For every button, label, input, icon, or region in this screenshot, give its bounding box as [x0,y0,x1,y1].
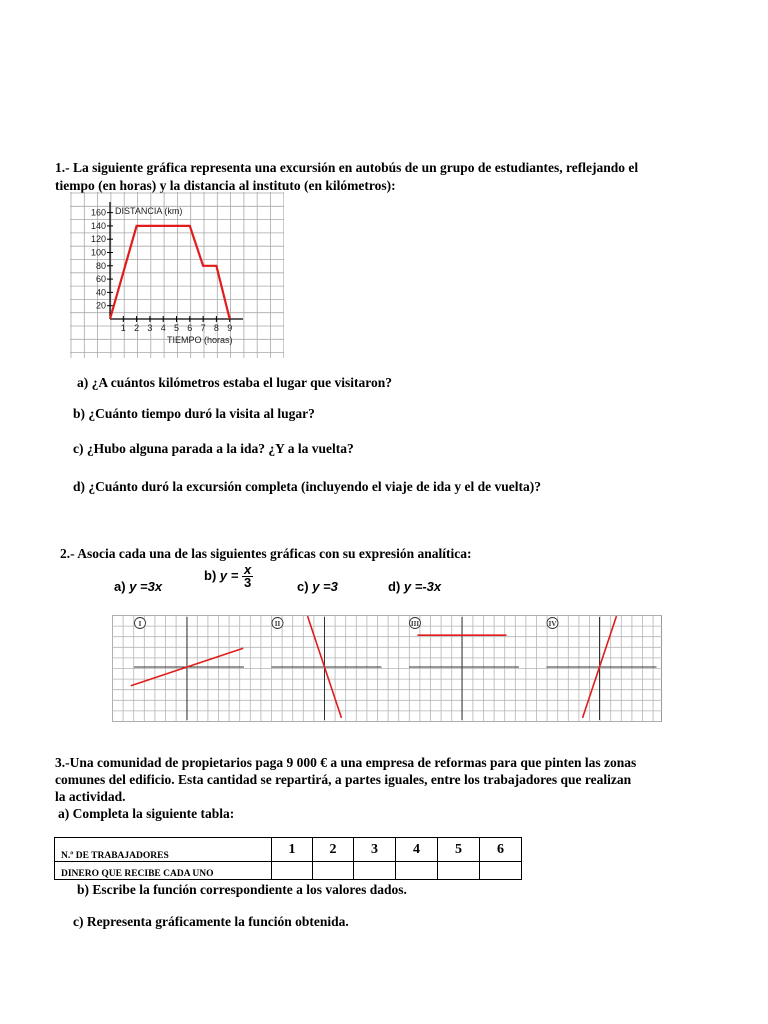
y-tick-label: 40 [95,287,106,298]
table-cell: 3 [354,838,396,862]
x-tick-label: 1 [120,323,126,333]
y-tick-label: 20 [95,300,106,311]
table-cell-input[interactable] [480,862,522,880]
q3-question-a: a) Completa la siguiente tabla: [58,806,235,821]
x-tick-label: 8 [213,323,219,333]
table-cell: 4 [396,838,438,862]
workers-table [54,837,522,880]
expression-a [114,579,162,594]
q1-question-c: c) ¿Hubo alguna parada a la ida? ¿Y a la vuelta? [73,441,354,456]
q3-statement-line3: la actividad. [55,789,126,804]
y-axis-label: DISTANCIA (km) [115,206,183,216]
expression-d [388,579,441,594]
x-tick-label: 3 [147,323,153,333]
table-cell-input[interactable] [438,862,480,880]
expression-a-formula: y =3x [129,579,163,594]
q1-question-d: d) ¿Cuánto duró la excursión completa (incluyendo el viaje de ida y el de vuelta)? [73,479,541,494]
expression-b [204,564,253,589]
table-row [55,862,522,880]
expression-b-denominator: 3 [243,575,252,590]
function-graphs-panel [112,615,662,722]
expression-c [297,579,338,594]
table-cell-input[interactable] [313,862,354,880]
q1-statement-line1: 1.- La siguiente gráfica representa una excursión en autobús de un grupo de estudiantes, reflejando el [55,160,639,175]
expression-b-label: b) [204,567,217,583]
table-header-money: DINERO QUE RECIBE CADA UNO [55,862,272,880]
y-tick-label: 120 [90,234,106,245]
trip-distance-chart [70,192,284,358]
x-tick-label: 6 [187,323,193,333]
q3-statement-line2: comunes del edificio. Esta cantidad se repartirá, a partes iguales, entre los trabajadores que realizan [55,772,632,787]
graph-number-label: II [274,620,281,628]
q1-statement-line2: tiempo (en horas) y la distancia al instituto (en kilómetros): [55,178,396,193]
y-tick-label: 140 [90,220,106,231]
q3-statement-line1: 3.-Una comunidad de propietarios paga 9 000 € a una empresa de reformas para que pinten las zonas [55,755,637,770]
y-tick-label: 60 [95,274,106,285]
table-cell: 6 [480,838,522,862]
expression-b-fraction [242,564,253,589]
expression-d-formula: y =-3x [403,579,442,594]
graph-number-label: III [410,620,420,628]
q3-question-c: c) Representa gráficamente la función obtenida. [73,914,349,929]
table-cell: 1 [272,838,313,862]
table-cell: 5 [438,838,480,862]
table-row [55,838,522,862]
x-tick-label: 2 [134,323,140,333]
q1-question-b: b) ¿Cuánto tiempo duró la visita al lugar? [73,406,315,421]
q1-question-a: a) ¿A cuántos kilómetros estaba el lugar que visitaron? [77,375,393,390]
expression-c-formula: y =3 [312,579,338,594]
x-tick-label: 7 [200,323,206,333]
y-tick-label: 100 [90,247,106,258]
table-cell-input[interactable] [354,862,396,880]
graph-number-label: IV [548,620,557,628]
y-tick-label: 160 [90,207,106,218]
table-cell-input[interactable] [396,862,438,880]
x-tick-label: 9 [227,323,233,333]
expression-d-label: d) [388,579,401,594]
expression-b-lhs: y = [219,567,239,583]
table-cell: 2 [313,838,354,862]
x-tick-label: 5 [173,323,180,333]
x-axis-label: TIEMPO (horas) [167,335,233,345]
table-header-workers: N.º DE TRABAJADORES [55,838,272,862]
graph-number-label: I [138,620,142,628]
expression-b-numerator: x [243,562,252,577]
expression-c-label: c) [297,579,309,594]
q3-question-b: b) Escribe la función correspondiente a los valores dados. [77,882,407,897]
table-cell-input[interactable] [272,862,313,880]
q2-statement: 2.- Asocia cada una de las siguientes gráficas con su expresión analítica: [60,546,472,561]
x-tick-label: 4 [160,323,166,333]
y-tick-label: 80 [95,260,106,271]
expression-a-label: a) [114,579,126,594]
